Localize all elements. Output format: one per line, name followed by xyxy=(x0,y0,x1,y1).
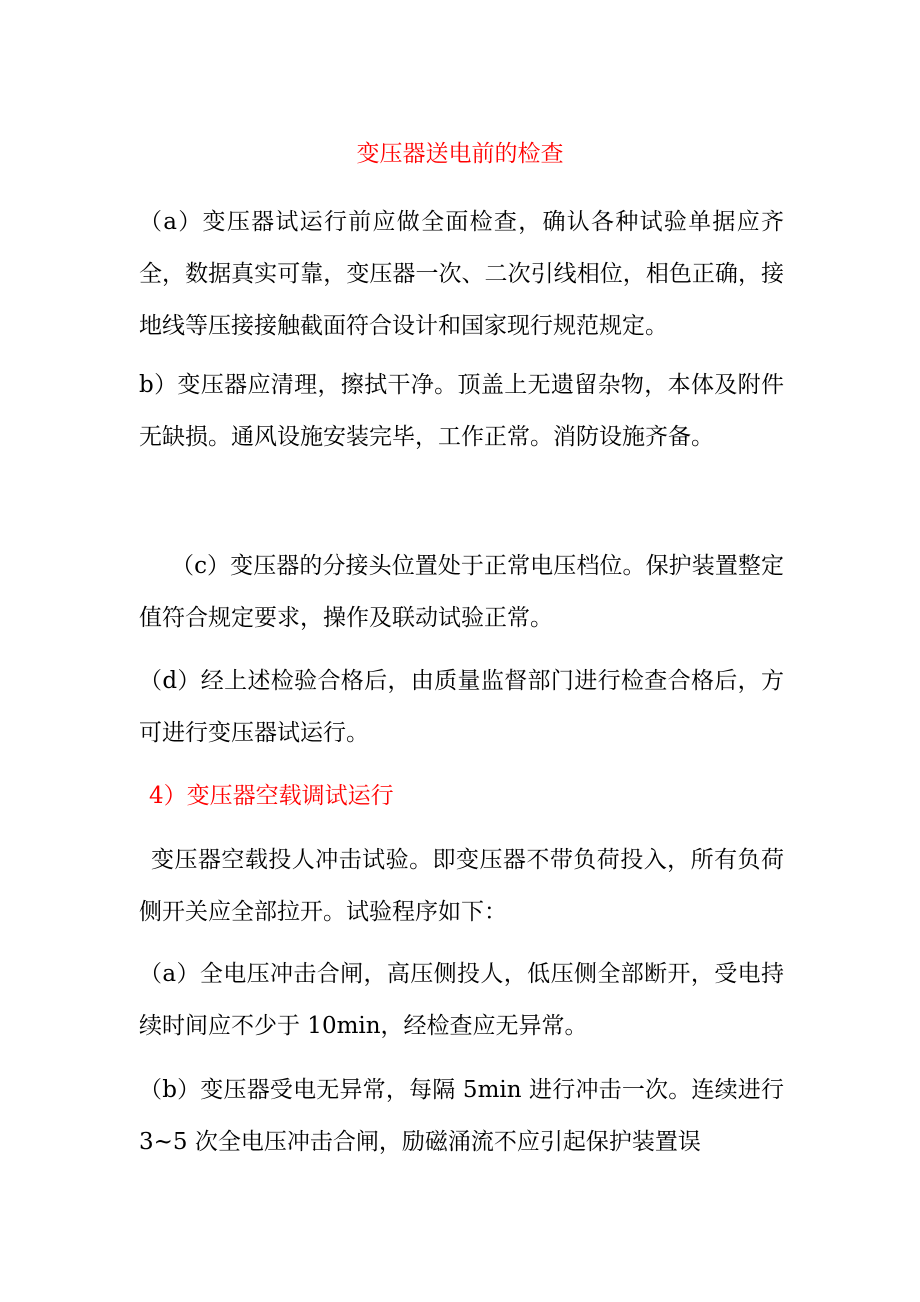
paragraph-a-inspection: （a）变压器试运行前应做全面检查，确认各种试验单据应齐全，数据真实可靠，变压器一次、二次引线相位，相色正确，接地线等压接接触截面符合设计和国家现行规范规定。 xyxy=(139,209,784,339)
paragraph-b-cleaning: b）变压器应清理，擦拭干净。顶盖上无遗留杂物，本体及附件无缺损。通风设施安装完毕，工作正常。消防设施齐备。 xyxy=(139,372,784,450)
section-heading-no-load-test: 4）变压器空载调试运行 xyxy=(149,783,394,809)
paragraph-full-voltage-closing: （a）全电压冲击合闸，高压侧投人，低压侧全部断开，受电持续时间应不少于 10min，经检查应无异常。 xyxy=(139,961,784,1039)
paragraph-impulse-test-intro: 变压器空载投人冲击试验。即变压器不带负荷投入，所有负荷侧开关应全部拉开。试验程序如下： xyxy=(139,847,784,925)
paragraph-d-qa-approval: （d）经上述检验合格后，由质量监督部门进行检查合格后，方可进行变压器试运行。 xyxy=(139,668,784,746)
document-title: 变压器送电前的检查 xyxy=(356,141,564,167)
paragraph-repeated-impulse: （b）变压器受电无异常，每隔 5min 进行冲击一次。连续进行 3~5 次全电压冲击合闸，励磁涌流不应引起保护装置误 xyxy=(139,1077,784,1155)
paragraph-c-tap-position: （c）变压器的分接头位置处于正常电压档位。保护装置整定值符合规定要求，操作及联动试验正常。 xyxy=(139,553,784,631)
